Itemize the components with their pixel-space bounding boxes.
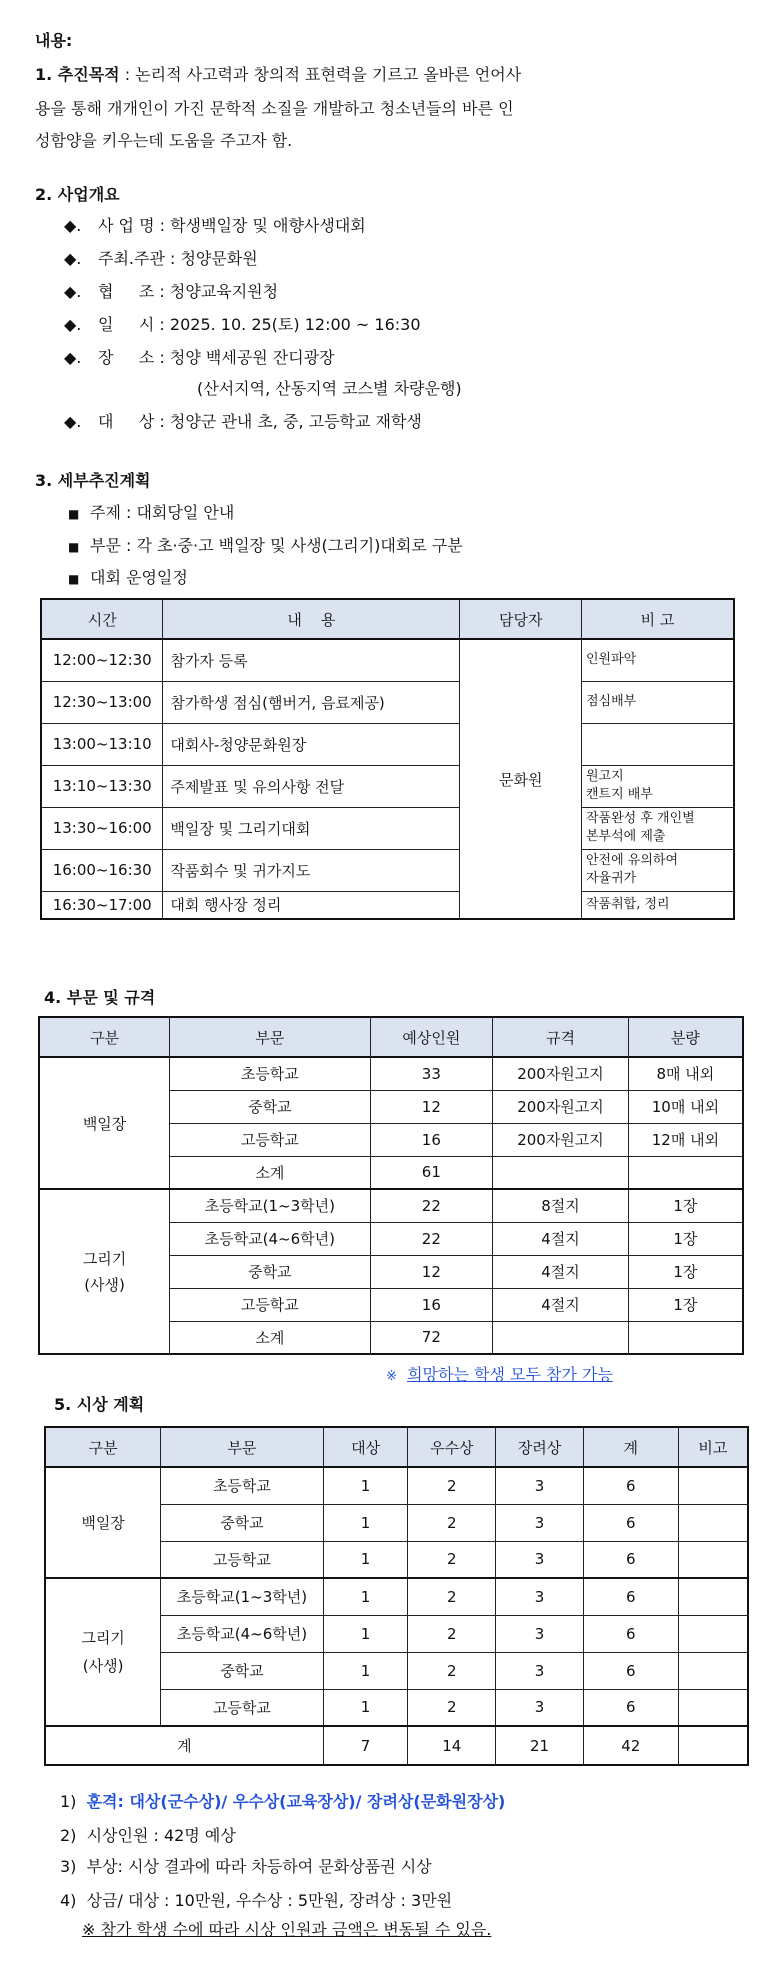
table-row — [45, 1578, 748, 1615]
award-group-drawing-line2: (사생) — [82, 1657, 124, 1675]
plan-item-theme — [68, 500, 234, 523]
plan-item-text: 대회 운영일정 — [90, 568, 188, 587]
category-count: 72 — [370, 1321, 493, 1354]
award-total-sum: 42 — [583, 1726, 678, 1765]
category-div: 소계 — [170, 1321, 370, 1354]
category-amount: 1장 — [628, 1255, 743, 1288]
schedule-header-note: 비 고 — [582, 599, 735, 639]
schedule-time: 16:00~16:30 — [41, 849, 163, 891]
award-total-row — [45, 1726, 748, 1765]
award-div: 초등학교 — [161, 1467, 324, 1504]
award-note-4: 4) 상금/ 대상 : 10만원, 우수상 : 5만원, 장려상 : 3만원 — [60, 1891, 453, 1910]
table-row — [39, 1189, 743, 1222]
schedule-note: 원고지 캔트지 배부 — [582, 765, 735, 807]
schedule-note: 안전에 유의하여 자율귀가 — [582, 849, 735, 891]
overview-item-text: 주최.주관 : 청양문화원 — [98, 249, 258, 268]
overview-item-date — [64, 312, 421, 335]
award-group-drawing-line1: 그리기 — [81, 1629, 125, 1647]
table-row — [41, 891, 734, 919]
category-div: 초등학교(1~3학년) — [170, 1189, 370, 1222]
award-excellence: 2 — [408, 1467, 496, 1504]
award-table — [44, 1426, 749, 1766]
award-encourage: 3 — [496, 1467, 584, 1504]
schedule-note: 작품취합, 정리 — [582, 891, 735, 919]
schedule-time: 12:00~12:30 — [41, 639, 163, 681]
award-header-grand: 대상 — [323, 1427, 408, 1467]
category-count: 12 — [370, 1090, 493, 1123]
square-bullet-icon: ■ — [68, 540, 80, 554]
plan-item-schedule — [68, 565, 188, 588]
overview-place-note: (산서지역, 산동지역 코스별 차량운행) — [197, 379, 462, 398]
award-header-div: 부문 — [161, 1427, 324, 1467]
award-header-excellence: 우수상 — [408, 1427, 496, 1467]
category-group-drawing — [39, 1189, 170, 1354]
schedule-note — [582, 723, 735, 765]
category-spec: 8절지 — [493, 1189, 629, 1222]
award-div: 고등학교 — [161, 1541, 324, 1578]
category-count: 33 — [370, 1057, 493, 1090]
award-title: 5. 시상 계획 — [54, 1395, 145, 1414]
category-div: 소계 — [170, 1156, 370, 1189]
plan-item-text: 주제 : 대회당일 안내 — [90, 503, 235, 522]
award-header-sum: 계 — [583, 1427, 678, 1467]
award-header-note: 비고 — [678, 1427, 748, 1467]
award-sum: 6 — [583, 1541, 678, 1578]
plan-item-text: 부문 : 각 초·중·고 백일장 및 사생(그리기)대회로 구분 — [90, 536, 463, 555]
overview-item-place — [64, 345, 335, 368]
category-div: 중학교 — [170, 1090, 370, 1123]
category-count: 22 — [370, 1189, 493, 1222]
award-header-group: 구분 — [45, 1427, 161, 1467]
table-row — [45, 1467, 748, 1504]
purpose-line-3: 성함양을 키우는데 도움을 주고자 함. — [35, 131, 293, 150]
overview-item-text: 일 시 : 2025. 10. 25(토) 12:00 ~ 16:30 — [98, 315, 421, 334]
schedule-time: 13:10~13:30 — [41, 765, 163, 807]
category-spec: 200자원고지 — [493, 1057, 629, 1090]
award-div: 중학교 — [161, 1504, 324, 1541]
award-group-drawing — [45, 1578, 161, 1726]
award-group-writing: 백일장 — [45, 1467, 161, 1578]
award-header-encourage: 장려상 — [496, 1427, 584, 1467]
award-sum: 6 — [583, 1689, 678, 1726]
schedule-content: 백일장 및 그리기대회 — [163, 807, 460, 849]
award-excellence: 2 — [408, 1504, 496, 1541]
schedule-content: 대회사-청양문화원장 — [163, 723, 460, 765]
category-spec: 200자원고지 — [493, 1123, 629, 1156]
award-encourage: 3 — [496, 1541, 584, 1578]
overview-item-target — [64, 409, 422, 432]
award-encourage: 3 — [496, 1504, 584, 1541]
category-table — [38, 1016, 744, 1355]
award-excellence: 2 — [408, 1652, 496, 1689]
overview-item-host — [64, 246, 258, 269]
schedule-header-manager: 담당자 — [460, 599, 582, 639]
award-grand: 1 — [323, 1504, 408, 1541]
schedule-content: 참가자 등록 — [163, 639, 460, 681]
award-grand: 1 — [323, 1615, 408, 1652]
purpose-title: 1. 추진목적 — [35, 65, 120, 84]
award-note-2: 2) 시상인원 : 42명 예상 — [60, 1826, 236, 1845]
award-encourage: 3 — [496, 1652, 584, 1689]
plan-title: 3. 세부추진계획 — [35, 471, 151, 490]
award-note-1-text: 훈격: 대상(군수상)/ 우수상(교육장상)/ 장려상(문화원장상) — [86, 1792, 506, 1811]
category-title: 4. 부문 및 규격 — [44, 988, 156, 1007]
diamond-bullet-icon: ◆. — [64, 348, 82, 367]
table-row — [41, 807, 734, 849]
category-spec: 4절지 — [493, 1222, 629, 1255]
category-spec: 200자원고지 — [493, 1090, 629, 1123]
award-sum: 6 — [583, 1615, 678, 1652]
category-amount — [628, 1156, 743, 1189]
schedule-time: 16:30~17:00 — [41, 891, 163, 919]
overview-item-text: 대 상 : 청양군 관내 초, 중, 고등학교 재학생 — [98, 412, 422, 431]
award-note — [678, 1504, 748, 1541]
category-header-div: 부문 — [170, 1017, 370, 1057]
category-group-drawing-line1: 그리기 — [82, 1249, 127, 1268]
square-bullet-icon: ■ — [68, 507, 80, 521]
table-row — [41, 681, 734, 723]
award-total-label: 계 — [45, 1726, 323, 1765]
diamond-bullet-icon: ◆. — [64, 412, 82, 431]
category-div: 초등학교 — [170, 1057, 370, 1090]
award-sum: 6 — [583, 1578, 678, 1615]
award-excellence: 2 — [408, 1689, 496, 1726]
schedule-note: 작품완성 후 개인별 본부석에 제출 — [582, 807, 735, 849]
award-excellence: 2 — [408, 1615, 496, 1652]
overview-title: 2. 사업개요 — [35, 185, 120, 204]
schedule-content: 작품회수 및 귀가지도 — [163, 849, 460, 891]
overview-item-text: 장 소 : 청양 백세공원 잔디광장 — [98, 348, 335, 367]
award-div: 초등학교(1~3학년) — [161, 1578, 324, 1615]
award-div: 중학교 — [161, 1652, 324, 1689]
purpose-line-2: 용을 통해 개개인이 가진 문학적 소질을 개발하고 청소년들의 바른 인 — [35, 99, 514, 118]
note-text: 희망하는 학생 모두 참가 가능 — [407, 1365, 613, 1384]
award-note — [678, 1578, 748, 1615]
award-note-3: 3) 부상: 시상 결과에 따라 차등하여 문화상품권 시상 — [60, 1857, 432, 1876]
award-note — [678, 1689, 748, 1726]
category-header-spec: 규격 — [493, 1017, 629, 1057]
category-group-drawing-line2: (사생) — [84, 1275, 125, 1294]
award-note — [678, 1541, 748, 1578]
award-grand: 1 — [323, 1652, 408, 1689]
category-div: 고등학교 — [170, 1288, 370, 1321]
category-spec: 4절지 — [493, 1288, 629, 1321]
schedule-content: 참가학생 점심(햄버거, 음료제공) — [163, 681, 460, 723]
award-total-note — [678, 1726, 748, 1765]
award-note-1 — [60, 1789, 505, 1812]
overview-item-name — [64, 213, 366, 236]
schedule-note: 인원파악 — [582, 639, 735, 681]
award-note-1-num: 1) — [60, 1792, 77, 1811]
award-encourage: 3 — [496, 1615, 584, 1652]
category-div: 고등학교 — [170, 1123, 370, 1156]
award-encourage: 3 — [496, 1689, 584, 1726]
category-amount: 10매 내외 — [628, 1090, 743, 1123]
table-row — [41, 849, 734, 891]
category-count: 22 — [370, 1222, 493, 1255]
award-note — [678, 1467, 748, 1504]
award-grand: 1 — [323, 1578, 408, 1615]
table-row — [41, 639, 734, 681]
category-count: 16 — [370, 1288, 493, 1321]
plan-item-division — [68, 533, 463, 556]
overview-item-coop — [64, 279, 278, 302]
category-count: 16 — [370, 1123, 493, 1156]
schedule-header-content: 내 용 — [163, 599, 460, 639]
category-amount: 1장 — [628, 1222, 743, 1255]
category-div: 초등학교(4~6학년) — [170, 1222, 370, 1255]
note-mark: ※ — [386, 1369, 397, 1384]
category-header-amount: 분량 — [628, 1017, 743, 1057]
schedule-content: 대회 행사장 정리 — [163, 891, 460, 919]
award-note-5: ※ 참가 학생 수에 따라 시상 인원과 금액은 변동될 수 있음. — [82, 1920, 492, 1939]
category-spec: 4절지 — [493, 1255, 629, 1288]
category-group-writing: 백일장 — [39, 1057, 170, 1189]
schedule-manager: 문화원 — [460, 639, 582, 919]
category-note — [386, 1362, 613, 1385]
schedule-content: 주제발표 및 유의사항 전달 — [163, 765, 460, 807]
award-total-grand: 7 — [323, 1726, 408, 1765]
schedule-time: 13:00~13:10 — [41, 723, 163, 765]
table-row — [41, 765, 734, 807]
category-spec — [493, 1321, 629, 1354]
category-amount: 1장 — [628, 1288, 743, 1321]
award-sum: 6 — [583, 1652, 678, 1689]
award-div: 초등학교(4~6학년) — [161, 1615, 324, 1652]
award-note — [678, 1652, 748, 1689]
schedule-header-row — [41, 599, 734, 639]
overview-item-text: 사 업 명 : 학생백일장 및 애향사생대회 — [98, 216, 366, 235]
category-count: 12 — [370, 1255, 493, 1288]
award-div: 고등학교 — [161, 1689, 324, 1726]
award-excellence: 2 — [408, 1541, 496, 1578]
diamond-bullet-icon: ◆. — [64, 315, 82, 334]
category-count: 61 — [370, 1156, 493, 1189]
overview-item-text: 협 조 : 청양교육지원청 — [98, 282, 279, 301]
award-grand: 1 — [323, 1689, 408, 1726]
award-total-excellence: 14 — [408, 1726, 496, 1765]
award-encourage: 3 — [496, 1578, 584, 1615]
purpose-text-1: : 논리적 사고력과 창의적 표현력을 기르고 올바른 언어사 — [119, 65, 522, 84]
award-total-encourage: 21 — [496, 1726, 584, 1765]
diamond-bullet-icon: ◆. — [64, 249, 82, 268]
category-div: 중학교 — [170, 1255, 370, 1288]
category-spec — [493, 1156, 629, 1189]
award-grand: 1 — [323, 1467, 408, 1504]
table-row — [39, 1057, 743, 1090]
award-excellence: 2 — [408, 1578, 496, 1615]
table-row — [41, 723, 734, 765]
schedule-header-time: 시간 — [41, 599, 163, 639]
schedule-note: 점심배부 — [582, 681, 735, 723]
category-header-group: 구분 — [39, 1017, 170, 1057]
square-bullet-icon: ■ — [68, 572, 80, 586]
category-amount — [628, 1321, 743, 1354]
category-amount: 12매 내외 — [628, 1123, 743, 1156]
award-grand: 1 — [323, 1541, 408, 1578]
category-header-row — [39, 1017, 743, 1057]
award-sum: 6 — [583, 1504, 678, 1541]
category-amount: 8매 내외 — [628, 1057, 743, 1090]
category-amount: 1장 — [628, 1189, 743, 1222]
award-sum: 6 — [583, 1467, 678, 1504]
diamond-bullet-icon: ◆. — [64, 216, 82, 235]
diamond-bullet-icon: ◆. — [64, 282, 82, 301]
award-note — [678, 1615, 748, 1652]
award-header-row — [45, 1427, 748, 1467]
schedule-time: 13:30~16:00 — [41, 807, 163, 849]
purpose-line-1 — [35, 62, 521, 85]
schedule-table — [40, 598, 735, 920]
schedule-time: 12:30~13:00 — [41, 681, 163, 723]
header-label: 내용: — [35, 31, 73, 50]
category-header-count: 예상인원 — [370, 1017, 493, 1057]
